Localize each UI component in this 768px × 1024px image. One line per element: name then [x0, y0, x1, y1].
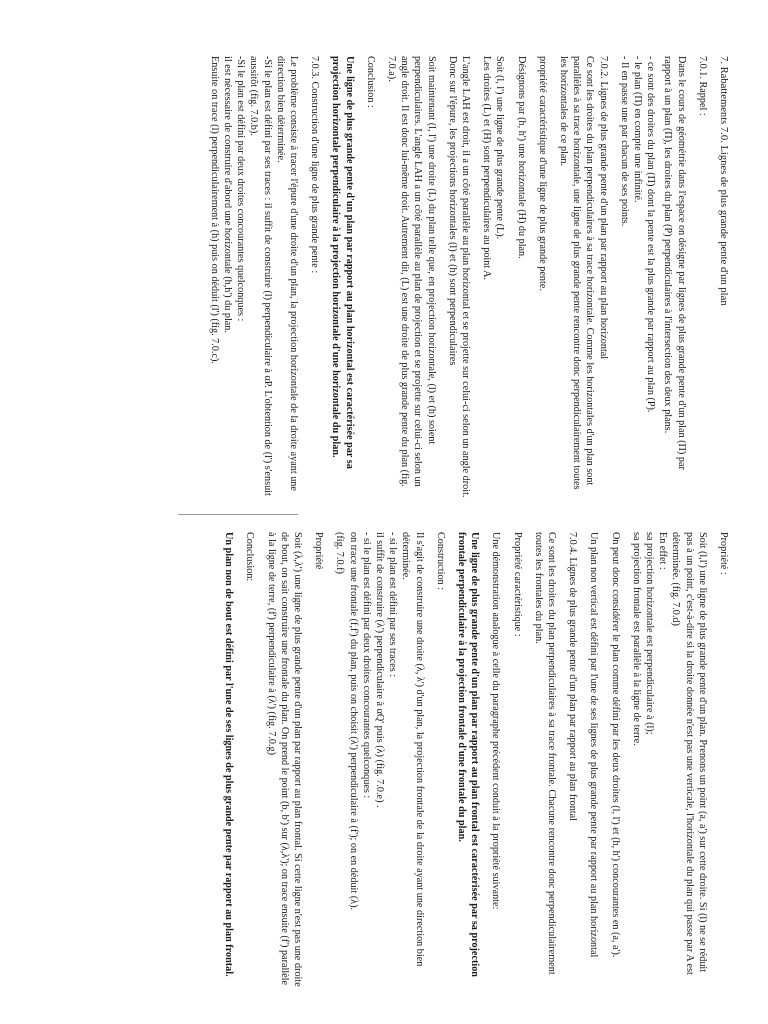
- list-item: Ensuite on trace (l) perpendiculairement à (h) puis on déduit (l') (fig. 7.0.c).: [208, 56, 220, 364]
- conclusion-text: Une ligne de plus grande pente d'un plan par rapport au plan horizontal est caractérisée par sa projection horizontale perpendiculaire à la projection horizontale d'une horizontale du plan.: [330, 56, 355, 469]
- on-peut-text: On peut donc considérer le plan comme défini par les deux droites (l, l') et (h, h') concourantes en (a, a').: [609, 532, 621, 958]
- conclusion-text: Un plan non de bout est défini par l'une de ses lignes de plus grande pente par rapport au plan frontal.: [223, 532, 235, 977]
- list-item: - si le plan est défini par ses traces :: [387, 532, 399, 678]
- propriete-heading: Propriété :: [718, 532, 729, 575]
- section-702-text: Ce sont les droites du plan perpendiculaires à sa trace horizontale. Comme les horizontales d'un plan sont parallèles à sa trace horizontale, une ligne de plus grande pente rencontre donc perpendiculairement toutes les horizontales de ce plan.: [557, 56, 596, 490]
- en-effet-label: En effet :: [657, 532, 669, 570]
- propriete-caracteristique-heading: Propriété caractéristique :: [511, 532, 523, 637]
- propriete-heading-2: Propriété: [313, 532, 325, 570]
- list-item: (fig. 7.0.f): [334, 532, 346, 574]
- list-item: Soit (l, l') une ligne de plus grande pente (L).: [494, 56, 506, 240]
- list-item: il suffit de construire (λ') perpendiculaire à αQ' puis (λ) (fig. 7.0.e) .: [373, 532, 385, 808]
- designons-text: Désignons par (h, h') une horizontale (H) du plan.: [515, 56, 527, 259]
- angle-text: L'angle LAH est droit, il a un côté parallèle au plan horizontal et se projette sur celui-ci selon un angle droit. Donc sur l'épure, les projections horizontales (l) et (h) sont perpendiculaires: [446, 56, 471, 498]
- propriete-heading: propriété caractéristique d'une ligne de plus grande pente.: [536, 56, 548, 291]
- conclusion-heading: Conclusion :: [364, 56, 376, 108]
- column-divider: [178, 514, 298, 515]
- list-item: il est nécessaire de construire d'abord une horizontale (h,h') du plan.: [221, 56, 233, 333]
- list-item: on trace une frontale (f,f') du plan, puis on choisit (λ') perpendiculaire à (f'); on en déduit (λ).: [347, 532, 359, 911]
- list-item: -Si le plan est défini par ses traces : il suffit de construire (l) perpendiculaire à αP. L'obtention de (l') s'ensuit aussitôt (fig. 7.0.b).: [248, 56, 273, 496]
- section-704-text: Ce sont les droites du plan perpendiculaires à sa trace frontale. Chacune rencontre donc perpendiculairement toutes les frontales du plan.: [532, 532, 557, 975]
- section-704-heading: 7.0.4. Lignes de plus grande pente d'un plan par rapport au plan frontal: [567, 532, 579, 821]
- list-item: - si le plan est défini par deux droites concourantes quelconques :: [360, 532, 372, 799]
- list-item: sa projection horizontale est perpendiculaire à (l);: [643, 532, 655, 735]
- list-item: sa projection frontale est parallèle à la ligne de terre.: [630, 532, 642, 746]
- section-702-heading: 7.0.2. Lignes de plus grande pente d'un plan par rapport au plan horizontal: [597, 56, 609, 360]
- list-item: - le plan (Π) en compte une infinité.: [631, 56, 643, 203]
- frontal-property-bold: Une ligne de plus grande pente d'un plan par rapport au plan frontal est caractérisée par sa projection frontale perpendiculaire à la projection frontale d'une frontale du plan.: [455, 532, 481, 977]
- right-column: [222, 532, 730, 988]
- propriete-text-2: Soit (λ,λ') une ligne de plus grande pente d'un plan par rapport au plan frontal. Si cette ligne n'est pas une droite de bout, on sait construire une frontale du plan. On prend le point (b, b') sur (λ,λ'); on trace ensuite (f') parallèle à la ligne de terre, (f') perpendiculaire à (λ') (fig. 7.0.g): [265, 532, 303, 987]
- section-703-text: Le problème consiste à tracer l'épure d'une droite d'un plan, la projection horizontale de la droite ayant une direction bien déterminée.: [274, 56, 299, 491]
- section-701-text: Dans le cours de géométrie dans l'espace on désigne par lignes de plus grande pente d'un plan (Π) par rapport à un plan (Π), les droites du plan (P) perpendiculaires à l'intersection des deux plans.: [662, 56, 687, 470]
- list-item: - ce sont des droites du plan (Π) dont la pente est la plus grande par rapport au plan (P).: [645, 56, 657, 413]
- conclusion-heading: Conclusion:: [244, 532, 256, 582]
- chapter-title: 7. Rabattements 7.0. Lignes de plus grande pente d'un plan: [718, 56, 729, 306]
- propriete-text: Soit (l,l') une ligne de plus grande pente d'un plan. Prenons un point (a, a') sur cette droite. Si (l) ne se réduit pas à un point, c'est-à-dire si la droite donnée n'est pas une verticale, l'horizontale du plan qui passe par A est déterminée. (fig. 7.0.d): [670, 532, 708, 975]
- demonstration-text: Une démonstration analogue à celle du paragraphe précédent conduit à la propriété suivante:: [490, 532, 502, 910]
- soit-maintenant-text: Soit maintenant (l, l') une droite (L) du plan telle que, en projection horizontale, (l) et (h) soient perpendiculaires. L'angle LAH a un côté parallèle au plan de projection et se projette sur celui-ci selon un angle droit. Il est donc lui-même droit. Autrement dit, (L) est une droite de plus grande pente du plan (fig. 7.0.a).: [385, 56, 437, 487]
- construction-heading: Construction :: [434, 532, 446, 591]
- list-item: - Il en passe une par chacun de ses points.: [618, 56, 630, 227]
- list-item: Les droites (L) et (H) sont perpendiculaires au point A.: [481, 56, 493, 281]
- left-column: [208, 56, 731, 501]
- un-plan-text: Un plan non vertical est défini par l'une de ses lignes de plus grande pente par rapport au plan horizontal: [588, 532, 600, 958]
- construction-text: Il s'agit de construire une droite (λ, λ') d'un plan, la projection frontale de la droite ayant une direction bien déterminée.: [400, 532, 425, 967]
- section-701-heading: 7.0.1. Rappel :: [696, 56, 708, 116]
- list-item: -Si le plan est défini par deux droites concourantes quelconques :: [235, 56, 247, 322]
- section-703-heading: 7.0.3. Construction d'une ligne de plus grande pente :: [309, 56, 321, 274]
